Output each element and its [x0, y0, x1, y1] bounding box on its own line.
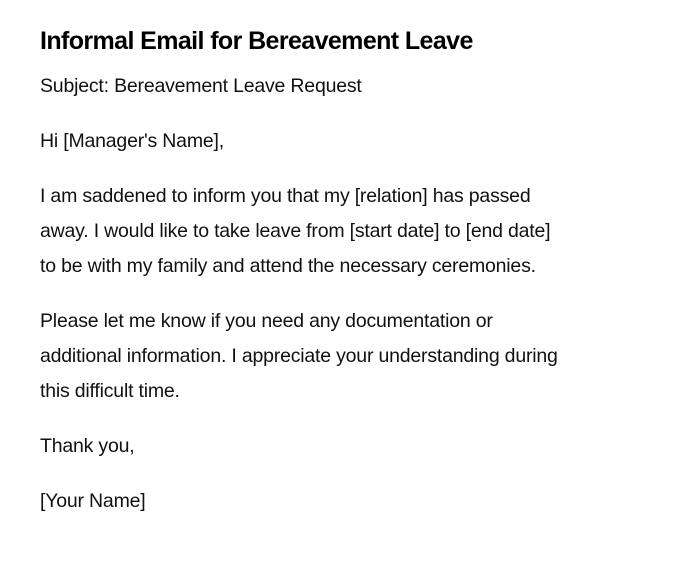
paragraph-line: away. I would like to take leave from [start date] to [end date]: [40, 220, 551, 242]
email-subject: Subject: Bereavement Leave Request: [40, 75, 362, 97]
email-signature: [Your Name]: [40, 490, 146, 512]
document-title: Informal Email for Bereavement Leave: [40, 27, 473, 55]
paragraph-line: to be with my family and attend the necessary ceremonies.: [40, 255, 536, 277]
paragraph-line: this difficult time.: [40, 380, 180, 402]
paragraph-line: Please let me know if you need any documentation or: [40, 310, 493, 332]
email-body-paragraph-2: [40, 304, 660, 409]
paragraph-line: I am saddened to inform you that my [relation] has passed: [40, 185, 531, 207]
email-body-paragraph-1: [40, 179, 660, 284]
email-greeting: Hi [Manager's Name],: [40, 130, 224, 152]
email-closing: Thank you,: [40, 435, 135, 457]
email-template-document: [40, 24, 660, 539]
paragraph-line: additional information. I appreciate your understanding during: [40, 345, 558, 367]
